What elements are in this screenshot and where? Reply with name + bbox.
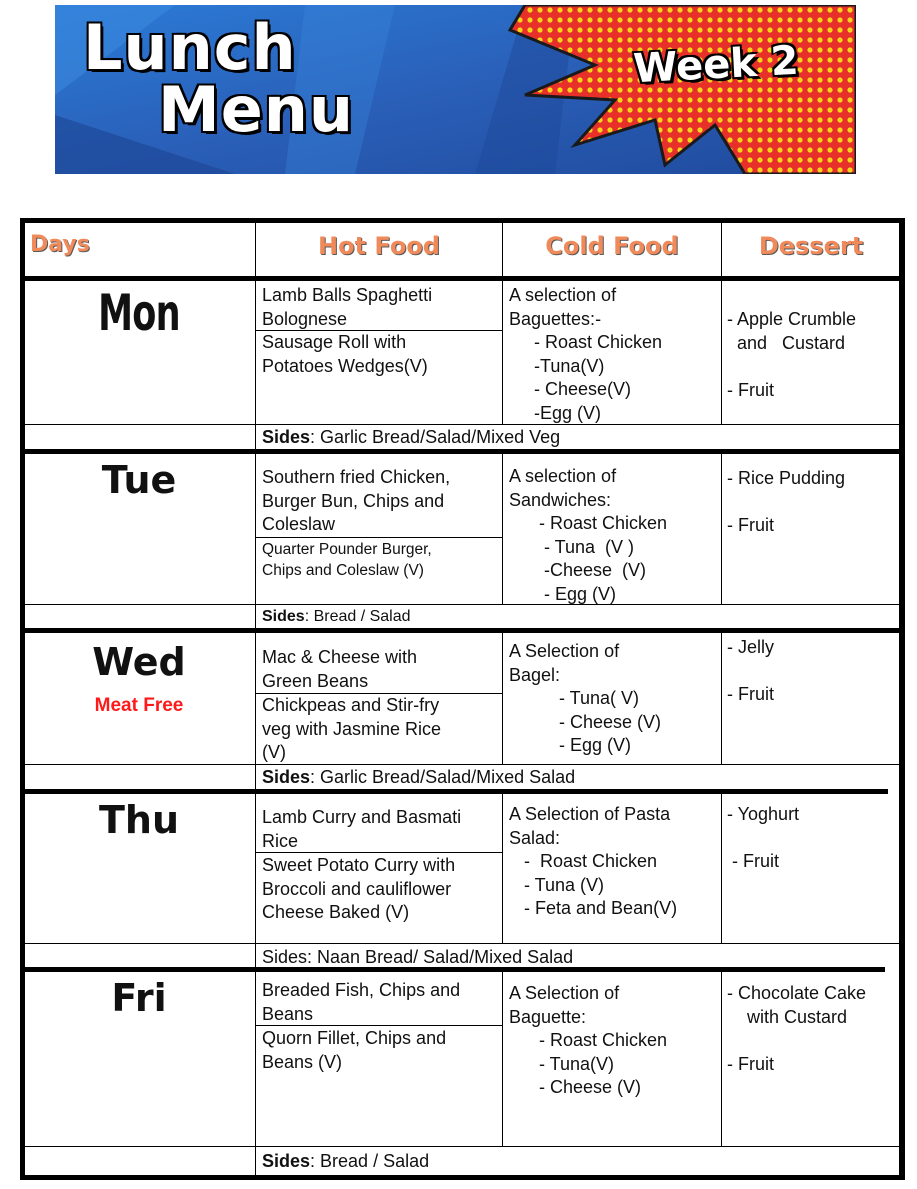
day-label-tue: Tue xyxy=(101,458,177,502)
sides-text: : Garlic Bread/Salad/Mixed Salad xyxy=(310,767,576,787)
tue-sides xyxy=(262,606,411,628)
banner xyxy=(55,5,856,174)
column-divider xyxy=(502,794,503,943)
fri-cold-food: A Selection of Baguette: - Roast Chicken - Tuna(V) - Cheese (V) xyxy=(509,983,668,1097)
thu-hot-food-1: Lamb Curry and Basmati Rice xyxy=(262,807,462,851)
tue-hot-food-2: Quarter Pounder Burger, Chips and Coleslaw (V) xyxy=(262,541,432,579)
sides-label: Sides xyxy=(262,427,311,447)
thu-sides xyxy=(262,946,573,968)
fri-dessert: - Chocolate Cake with Custard - Fruit xyxy=(727,983,867,1074)
day-label-mon: Mon xyxy=(98,284,180,342)
wed-hot-food-1: Mac & Cheese with Green Beans xyxy=(262,647,418,691)
wed-cold-food: A Selection of Bagel: - Tuna( V) - Cheese (V) - Egg (V) xyxy=(509,641,662,755)
fri-sides xyxy=(262,1150,429,1172)
sides-label: Sides xyxy=(262,767,311,787)
header-hot-food: Hot Food xyxy=(318,232,440,260)
column-divider xyxy=(721,454,722,604)
column-divider xyxy=(899,223,900,1175)
column-divider xyxy=(721,794,722,943)
sides-text: Sides: Naan Bread/ Salad/Mixed Salad xyxy=(262,947,574,967)
banner-title-line2: Menu xyxy=(158,73,355,146)
thu-cold-food: A Selection of Pasta Salad: - Roast Chicken - Tuna (V) - Feta and Bean(V) xyxy=(509,804,678,918)
column-divider xyxy=(502,223,503,424)
tue-cold-food: A selection of Sandwiches: - Roast Chicken - Tuna (V ) -Cheese (V) - Egg (V) xyxy=(509,466,668,604)
sides-label: Sides xyxy=(262,1151,311,1171)
sides-text: : Bread / Salad xyxy=(304,608,411,625)
wed-sides xyxy=(262,766,575,788)
column-divider xyxy=(721,223,722,424)
sides-text: : Garlic Bread/Salad/Mixed Veg xyxy=(310,427,561,447)
wed-dessert: - Jelly - Fruit xyxy=(727,637,775,704)
column-divider xyxy=(502,454,503,604)
header-dessert: Dessert xyxy=(758,232,864,260)
mon-cold-food: A selection of Baguettes:- - Roast Chicken -Tuna(V) - Cheese(V) -Egg (V) xyxy=(509,285,663,423)
header-days: Days xyxy=(30,232,90,257)
column-divider xyxy=(502,972,503,1146)
column-divider xyxy=(255,223,256,1175)
row-divider xyxy=(20,628,905,633)
row-divider xyxy=(20,276,905,281)
meat-free-label: Meat Free xyxy=(94,695,184,716)
banner-title xyxy=(83,11,503,146)
mon-hot-food-1: Lamb Balls Spaghetti Bolognese xyxy=(262,285,433,329)
wed-hot-food-2: Chickpeas and Stir-fry veg with Jasmine Rice (V) xyxy=(262,695,442,762)
column-divider xyxy=(721,972,722,1146)
header-cold-food: Cold Food xyxy=(545,232,679,260)
thu-dessert: - Yoghurt - Fruit xyxy=(727,804,800,871)
column-divider xyxy=(721,633,722,764)
fri-hot-food-2: Quorn Fillet, Chips and Beans (V) xyxy=(262,1028,447,1072)
tue-hot-food-1: Southern fried Chicken, Burger Bun, Chips and Coleslaw xyxy=(262,467,451,534)
thu-hot-food-2: Sweet Potato Curry with Broccoli and cauliflower Cheese Baked (V) xyxy=(262,855,456,922)
sides-text: : Bread / Salad xyxy=(310,1151,430,1171)
week-badge: Week 2 xyxy=(632,37,800,93)
fri-hot-food-1: Breaded Fish, Chips and Beans xyxy=(262,980,461,1024)
day-label-wed: Wed xyxy=(92,640,186,684)
sides-label: Sides xyxy=(262,608,305,625)
sides-divider xyxy=(22,764,902,765)
mon-sides xyxy=(262,426,560,448)
row-divider xyxy=(20,789,888,794)
day-label-fri: Fri xyxy=(111,976,167,1020)
tue-dessert: - Rice Pudding - Fruit xyxy=(727,468,846,535)
sides-divider xyxy=(22,943,902,944)
banner-title-line1: Lunch xyxy=(83,11,297,84)
mon-dessert: - Apple Crumble and Custard - Fruit xyxy=(727,309,857,400)
sides-divider xyxy=(22,1146,902,1147)
sides-divider xyxy=(22,424,902,425)
column-divider xyxy=(502,633,503,764)
row-divider xyxy=(20,449,905,454)
day-label-thu: Thu xyxy=(98,798,180,842)
sides-divider xyxy=(22,604,902,605)
hot-split-divider xyxy=(256,537,502,538)
mon-hot-food-2: Sausage Roll with Potatoes Wedges(V) xyxy=(262,332,428,376)
